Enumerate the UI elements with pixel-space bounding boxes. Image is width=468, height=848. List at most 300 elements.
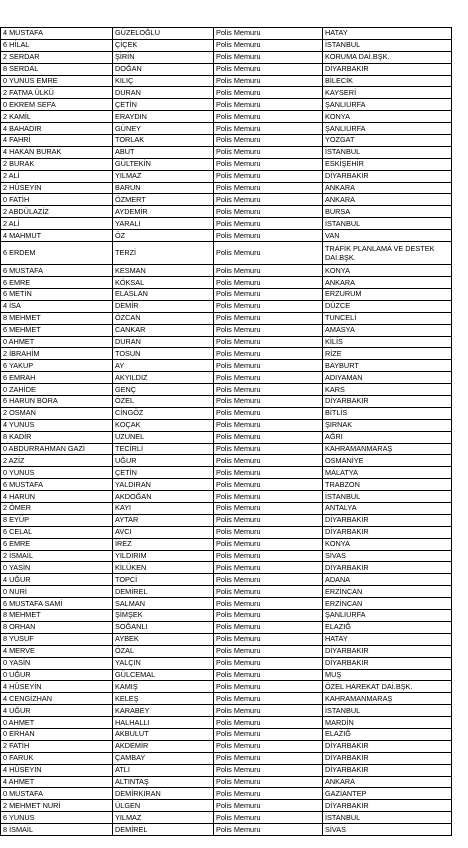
unit-cell: OSMANİYE xyxy=(323,455,452,467)
name-cell: 4 HÜSEYİN xyxy=(1,681,113,693)
unit-cell: AĞRI xyxy=(323,431,452,443)
name-cell: 4 BAHADIR xyxy=(1,123,113,135)
title-cell: Polis Memuru xyxy=(214,194,323,206)
name-cell: 4 AHMET xyxy=(1,776,113,788)
surname-cell: YALDIRAN xyxy=(113,479,214,491)
name-cell: 0 YUNUS EMRE xyxy=(1,75,113,87)
table-row xyxy=(1,146,452,158)
name-cell: 4 HAKAN BURAK xyxy=(1,146,113,158)
surname-cell: ÖZMERT xyxy=(113,194,214,206)
title-cell: Polis Memuru xyxy=(214,776,323,788)
title-cell: Polis Memuru xyxy=(214,824,323,836)
table-row xyxy=(1,728,452,740)
title-cell: Polis Memuru xyxy=(214,800,323,812)
table-row xyxy=(1,123,452,135)
surname-cell: YILDIRIM xyxy=(113,550,214,562)
name-cell: 6 EMRE xyxy=(1,538,113,550)
surname-cell: ÇETİN xyxy=(113,99,214,111)
surname-cell: KESMAN xyxy=(113,265,214,277)
unit-cell: KONYA xyxy=(323,265,452,277)
name-cell: 0 EKREM SEFA xyxy=(1,99,113,111)
surname-cell: ŞİMŞEK xyxy=(113,610,214,622)
name-cell: 4 FAHRİ xyxy=(1,135,113,147)
title-cell: Polis Memuru xyxy=(214,550,323,562)
title-cell: Polis Memuru xyxy=(214,300,323,312)
title-cell: Polis Memuru xyxy=(214,407,323,419)
name-cell: 6 MUSTAFA xyxy=(1,265,113,277)
unit-cell: ELAZIĞ xyxy=(323,728,452,740)
title-cell: Polis Memuru xyxy=(214,728,323,740)
unit-cell: ERZİNCAN xyxy=(323,598,452,610)
title-cell: Polis Memuru xyxy=(214,633,323,645)
name-cell: 2 ALİ xyxy=(1,170,113,182)
surname-cell: TERZİ xyxy=(113,242,214,265)
table-row xyxy=(1,336,452,348)
title-cell: Polis Memuru xyxy=(214,562,323,574)
table-row xyxy=(1,182,452,194)
table-row xyxy=(1,645,452,657)
title-cell: Polis Memuru xyxy=(214,443,323,455)
table-row xyxy=(1,218,452,230)
name-cell: 8 ORHAN xyxy=(1,621,113,633)
title-cell: Polis Memuru xyxy=(214,312,323,324)
title-cell: Polis Memuru xyxy=(214,431,323,443)
surname-cell: SOĞANLI xyxy=(113,621,214,633)
unit-cell: ADIYAMAN xyxy=(323,372,452,384)
surname-cell: ALTINTAŞ xyxy=(113,776,214,788)
name-cell: 4 UĞUR xyxy=(1,705,113,717)
name-cell: 0 YUNUS xyxy=(1,467,113,479)
title-cell: Polis Memuru xyxy=(214,717,323,729)
surname-cell: TORLAK xyxy=(113,135,214,147)
table-row xyxy=(1,360,452,372)
table-row xyxy=(1,610,452,622)
unit-cell: ŞANLIURFA xyxy=(323,123,452,135)
title-cell: Polis Memuru xyxy=(214,681,323,693)
unit-cell: DİYARBAKIR xyxy=(323,63,452,75)
surname-cell: GÜNEY xyxy=(113,123,214,135)
table-row xyxy=(1,135,452,147)
name-cell: 6 EMRAH xyxy=(1,372,113,384)
surname-cell: KARABEY xyxy=(113,705,214,717)
unit-cell: SİVAS xyxy=(323,550,452,562)
table-row xyxy=(1,693,452,705)
unit-cell: ANKARA xyxy=(323,776,452,788)
title-cell: Polis Memuru xyxy=(214,764,323,776)
unit-cell: ERZURUM xyxy=(323,289,452,301)
table-row xyxy=(1,752,452,764)
surname-cell: AYBEK xyxy=(113,633,214,645)
name-cell: 2 SERDAR xyxy=(1,51,113,63)
title-cell: Polis Memuru xyxy=(214,657,323,669)
unit-cell: KİLİS xyxy=(323,336,452,348)
title-cell: Polis Memuru xyxy=(214,230,323,242)
title-cell: Polis Memuru xyxy=(214,752,323,764)
table-row xyxy=(1,324,452,336)
unit-cell: MUŞ xyxy=(323,669,452,681)
table-row xyxy=(1,396,452,408)
title-cell: Polis Memuru xyxy=(214,396,323,408)
surname-cell: ÇİÇEK xyxy=(113,39,214,51)
title-cell: Polis Memuru xyxy=(214,788,323,800)
surname-cell: KAYI xyxy=(113,503,214,515)
surname-cell: UZUNEL xyxy=(113,431,214,443)
surname-cell: KÖKSAL xyxy=(113,277,214,289)
surname-cell: GÜZELOĞLU xyxy=(113,28,214,40)
table-row xyxy=(1,242,452,265)
unit-cell: KAHRAMANMARAŞ xyxy=(323,443,452,455)
title-cell: Polis Memuru xyxy=(214,467,323,479)
table-row xyxy=(1,598,452,610)
name-cell: 2 HÜSEYİN xyxy=(1,182,113,194)
unit-cell: TRABZON xyxy=(323,479,452,491)
surname-cell: ÇAMBAY xyxy=(113,752,214,764)
surname-cell: YILMAZ xyxy=(113,812,214,824)
surname-cell: AKYILDIZ xyxy=(113,372,214,384)
table-row xyxy=(1,277,452,289)
name-cell: 0 YASİN xyxy=(1,657,113,669)
surname-cell: ELASLAN xyxy=(113,289,214,301)
name-cell: 6 METİN xyxy=(1,289,113,301)
title-cell: Polis Memuru xyxy=(214,75,323,87)
unit-cell: VAN xyxy=(323,230,452,242)
unit-cell: MARDİN xyxy=(323,717,452,729)
name-cell: 0 ERHAN xyxy=(1,728,113,740)
table-row xyxy=(1,514,452,526)
unit-cell: DÜZCE xyxy=(323,300,452,312)
table-row xyxy=(1,812,452,824)
title-cell: Polis Memuru xyxy=(214,491,323,503)
unit-cell: İSTANBUL xyxy=(323,705,452,717)
table-row xyxy=(1,206,452,218)
surname-cell: AVCI xyxy=(113,526,214,538)
name-cell: 6 HİLAL xyxy=(1,39,113,51)
name-cell: 6 YUNUS xyxy=(1,812,113,824)
table-row xyxy=(1,479,452,491)
unit-cell: ESKİŞEHİR xyxy=(323,158,452,170)
title-cell: Polis Memuru xyxy=(214,265,323,277)
name-cell: 2 MEHMET NURİ xyxy=(1,800,113,812)
table-row xyxy=(1,348,452,360)
unit-cell: BAYBURT xyxy=(323,360,452,372)
surname-cell: YILMAZ xyxy=(113,170,214,182)
unit-cell: DİYARBAKIR xyxy=(323,526,452,538)
surname-cell: ABUT xyxy=(113,146,214,158)
name-cell: 2 AZİZ xyxy=(1,455,113,467)
surname-cell: DEMİREL xyxy=(113,586,214,598)
table-row xyxy=(1,633,452,645)
unit-cell: İSTANBUL xyxy=(323,218,452,230)
unit-cell: DİYARBAKIR xyxy=(323,170,452,182)
name-cell: 6 CELAL xyxy=(1,526,113,538)
unit-cell: KONYA xyxy=(323,538,452,550)
personnel-table-body xyxy=(1,28,452,836)
table-row xyxy=(1,740,452,752)
surname-cell: BARUN xyxy=(113,182,214,194)
table-row xyxy=(1,99,452,111)
name-cell: 2 İSMAİL xyxy=(1,550,113,562)
name-cell: 4 HÜSEYİN xyxy=(1,764,113,776)
table-row xyxy=(1,681,452,693)
name-cell: 2 BURAK xyxy=(1,158,113,170)
table-row xyxy=(1,28,452,40)
surname-cell: AKBULUT xyxy=(113,728,214,740)
surname-cell: AKDOĞAN xyxy=(113,491,214,503)
table-row xyxy=(1,87,452,99)
title-cell: Polis Memuru xyxy=(214,419,323,431)
title-cell: Polis Memuru xyxy=(214,693,323,705)
surname-cell: TECİRLİ xyxy=(113,443,214,455)
table-row xyxy=(1,289,452,301)
surname-cell: SALMAN xyxy=(113,598,214,610)
name-cell: 0 ZAHİDE xyxy=(1,384,113,396)
table-row xyxy=(1,467,452,479)
unit-cell: ŞANLIURFA xyxy=(323,610,452,622)
name-cell: 2 FATİH xyxy=(1,740,113,752)
surname-cell: HALHALLI xyxy=(113,717,214,729)
unit-cell: RİZE xyxy=(323,348,452,360)
unit-cell: ÖZEL HAREKAT DAİ.BŞK. xyxy=(323,681,452,693)
unit-cell: TUNCELİ xyxy=(323,312,452,324)
surname-cell: GENÇ xyxy=(113,384,214,396)
unit-cell: DİYARBAKIR xyxy=(323,764,452,776)
table-row xyxy=(1,51,452,63)
unit-cell: DİYARBAKIR xyxy=(323,562,452,574)
title-cell: Polis Memuru xyxy=(214,526,323,538)
unit-cell: HATAY xyxy=(323,28,452,40)
surname-cell: GÜLTEKİN xyxy=(113,158,214,170)
surname-cell: İREZ xyxy=(113,538,214,550)
title-cell: Polis Memuru xyxy=(214,574,323,586)
unit-cell: ANTALYA xyxy=(323,503,452,515)
surname-cell: ÇETİN xyxy=(113,467,214,479)
table-row xyxy=(1,372,452,384)
name-cell: 8 EYÜP xyxy=(1,514,113,526)
surname-cell: KAMIŞ xyxy=(113,681,214,693)
surname-cell: AKDEMİR xyxy=(113,740,214,752)
name-cell: 2 ÖMER xyxy=(1,503,113,515)
title-cell: Polis Memuru xyxy=(214,336,323,348)
name-cell: 8 MEHMET xyxy=(1,610,113,622)
surname-cell: DEMİRKIRAN xyxy=(113,788,214,800)
table-row xyxy=(1,407,452,419)
title-cell: Polis Memuru xyxy=(214,277,323,289)
name-cell: 2 ABDÜLAZİZ xyxy=(1,206,113,218)
title-cell: Polis Memuru xyxy=(214,158,323,170)
title-cell: Polis Memuru xyxy=(214,87,323,99)
name-cell: 2 ALİ xyxy=(1,218,113,230)
unit-cell: KONYA xyxy=(323,111,452,123)
title-cell: Polis Memuru xyxy=(214,514,323,526)
surname-cell: TOSUN xyxy=(113,348,214,360)
surname-cell: ERAYDIN xyxy=(113,111,214,123)
surname-cell: DEMİREL xyxy=(113,824,214,836)
title-cell: Polis Memuru xyxy=(214,146,323,158)
unit-cell: ANKARA xyxy=(323,277,452,289)
table-row xyxy=(1,776,452,788)
unit-cell: HATAY xyxy=(323,633,452,645)
title-cell: Polis Memuru xyxy=(214,812,323,824)
name-cell: 4 UĞUR xyxy=(1,574,113,586)
unit-cell: İSTANBUL xyxy=(323,39,452,51)
unit-cell: TRAFİK PLANLAMA VE DESTEK DAİ.BŞK. xyxy=(323,242,452,265)
surname-cell: DURAN xyxy=(113,87,214,99)
table-row xyxy=(1,503,452,515)
name-cell: 8 MEHMET xyxy=(1,312,113,324)
table-row xyxy=(1,265,452,277)
title-cell: Polis Memuru xyxy=(214,170,323,182)
table-row xyxy=(1,384,452,396)
surname-cell: KİLÜKEN xyxy=(113,562,214,574)
name-cell: 8 KADİR xyxy=(1,431,113,443)
table-row xyxy=(1,111,452,123)
surname-cell: DEMİR xyxy=(113,300,214,312)
title-cell: Polis Memuru xyxy=(214,645,323,657)
unit-cell: İSTANBUL xyxy=(323,812,452,824)
name-cell: 0 FARUK xyxy=(1,752,113,764)
unit-cell: AMASYA xyxy=(323,324,452,336)
title-cell: Polis Memuru xyxy=(214,621,323,633)
table-row xyxy=(1,431,452,443)
unit-cell: DİYARBAKIR xyxy=(323,740,452,752)
table-row xyxy=(1,443,452,455)
surname-cell: CİNGÖZ xyxy=(113,407,214,419)
unit-cell: SİVAS xyxy=(323,824,452,836)
name-cell: 0 FATİH xyxy=(1,194,113,206)
title-cell: Polis Memuru xyxy=(214,324,323,336)
title-cell: Polis Memuru xyxy=(214,705,323,717)
title-cell: Polis Memuru xyxy=(214,63,323,75)
surname-cell: DOĞAN xyxy=(113,63,214,75)
table-row xyxy=(1,550,452,562)
name-cell: 4 MAHMUT xyxy=(1,230,113,242)
table-row xyxy=(1,63,452,75)
title-cell: Polis Memuru xyxy=(214,384,323,396)
title-cell: Polis Memuru xyxy=(214,669,323,681)
name-cell: 4 MERVE xyxy=(1,645,113,657)
table-row xyxy=(1,455,452,467)
table-row xyxy=(1,562,452,574)
table-row xyxy=(1,788,452,800)
unit-cell: BİLECİK xyxy=(323,75,452,87)
unit-cell: ŞIRNAK xyxy=(323,419,452,431)
unit-cell: DİYARBAKIR xyxy=(323,800,452,812)
name-cell: 4 CENGİZHAN xyxy=(1,693,113,705)
name-cell: 2 OSMAN xyxy=(1,407,113,419)
table-row xyxy=(1,800,452,812)
surname-cell: UĞUR xyxy=(113,455,214,467)
title-cell: Polis Memuru xyxy=(214,111,323,123)
name-cell: 2 İBRAHİM xyxy=(1,348,113,360)
name-cell: 0 MUSTAFA xyxy=(1,788,113,800)
name-cell: 0 ABDURRAHMAN GAZİ xyxy=(1,443,113,455)
title-cell: Polis Memuru xyxy=(214,218,323,230)
table-row xyxy=(1,705,452,717)
personnel-table xyxy=(0,27,452,836)
name-cell: 0 AHMET xyxy=(1,336,113,348)
title-cell: Polis Memuru xyxy=(214,99,323,111)
table-row xyxy=(1,764,452,776)
title-cell: Polis Memuru xyxy=(214,503,323,515)
surname-cell: AYDEMİR xyxy=(113,206,214,218)
surname-cell: CANKAR xyxy=(113,324,214,336)
surname-cell: KILIÇ xyxy=(113,75,214,87)
name-cell: 8 YUSUF xyxy=(1,633,113,645)
surname-cell: AY xyxy=(113,360,214,372)
title-cell: Polis Memuru xyxy=(214,586,323,598)
title-cell: Polis Memuru xyxy=(214,372,323,384)
unit-cell: ELAZIĞ xyxy=(323,621,452,633)
surname-cell: KOÇAK xyxy=(113,419,214,431)
title-cell: Polis Memuru xyxy=(214,242,323,265)
title-cell: Polis Memuru xyxy=(214,135,323,147)
unit-cell: DİYARBAKIR xyxy=(323,514,452,526)
name-cell: 4 YUNUS xyxy=(1,419,113,431)
unit-cell: ERZİNCAN xyxy=(323,586,452,598)
title-cell: Polis Memuru xyxy=(214,479,323,491)
unit-cell: BİTLİS xyxy=(323,407,452,419)
table-row xyxy=(1,419,452,431)
surname-cell: ÖZEL xyxy=(113,396,214,408)
table-row xyxy=(1,657,452,669)
table-row xyxy=(1,491,452,503)
name-cell: 4 İSA xyxy=(1,300,113,312)
title-cell: Polis Memuru xyxy=(214,28,323,40)
title-cell: Polis Memuru xyxy=(214,182,323,194)
name-cell: 6 HARUN BORA xyxy=(1,396,113,408)
name-cell: 8 İSMAİL xyxy=(1,824,113,836)
unit-cell: KORUMA DAİ.BŞK. xyxy=(323,51,452,63)
unit-cell: DİYARBAKIR xyxy=(323,396,452,408)
surname-cell: ÜLGEN xyxy=(113,800,214,812)
table-row xyxy=(1,526,452,538)
name-cell: 0 NURİ xyxy=(1,586,113,598)
unit-cell: ŞANLIURFA xyxy=(323,99,452,111)
table-row xyxy=(1,586,452,598)
table-row xyxy=(1,75,452,87)
unit-cell: BURSA xyxy=(323,206,452,218)
title-cell: Polis Memuru xyxy=(214,538,323,550)
title-cell: Polis Memuru xyxy=(214,455,323,467)
unit-cell: MALATYA xyxy=(323,467,452,479)
surname-cell: ATLI xyxy=(113,764,214,776)
surname-cell: DURAN xyxy=(113,336,214,348)
table-row xyxy=(1,158,452,170)
table-row xyxy=(1,39,452,51)
name-cell: 2 FATMA ÜLKÜ xyxy=(1,87,113,99)
surname-cell: YARALI xyxy=(113,218,214,230)
title-cell: Polis Memuru xyxy=(214,39,323,51)
table-row xyxy=(1,538,452,550)
unit-cell: KAHRAMANMARAŞ xyxy=(323,693,452,705)
surname-cell: AYTAR xyxy=(113,514,214,526)
title-cell: Polis Memuru xyxy=(214,740,323,752)
title-cell: Polis Memuru xyxy=(214,206,323,218)
unit-cell: İSTANBUL xyxy=(323,146,452,158)
surname-cell: YALÇIN xyxy=(113,657,214,669)
name-cell: 0 YASİN xyxy=(1,562,113,574)
surname-cell: TOPCİ xyxy=(113,574,214,586)
name-cell: 2 KAMİL xyxy=(1,111,113,123)
name-cell: 6 MUSTAFA xyxy=(1,479,113,491)
table-row xyxy=(1,669,452,681)
table-row xyxy=(1,717,452,729)
name-cell: 6 MEHMET xyxy=(1,324,113,336)
surname-cell: KELEŞ xyxy=(113,693,214,705)
unit-cell: DİYARBAKIR xyxy=(323,657,452,669)
title-cell: Polis Memuru xyxy=(214,123,323,135)
unit-cell: DİYARBAKIR xyxy=(323,752,452,764)
